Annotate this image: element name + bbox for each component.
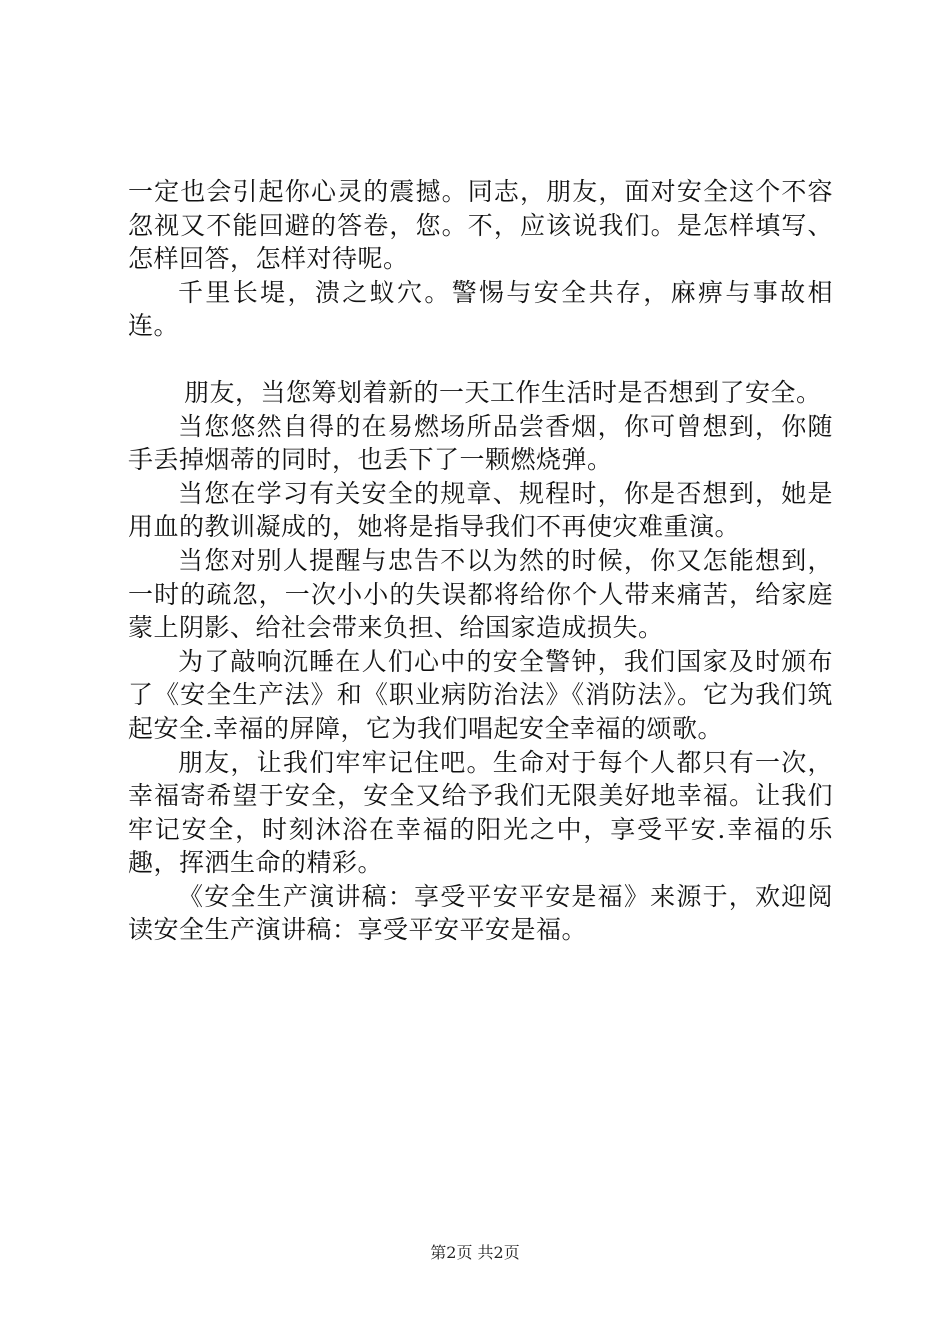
paragraph-2: 千里长堤，溃之蚁穴。警惕与安全共存，麻痹与事故相连。 (128, 277, 833, 341)
paragraph-5: 当您在学习有关安全的规章、规程时，你是否想到，她是用血的教训凝成的，她将是指导我们不再使灾难重演。 (128, 478, 833, 542)
paragraph-8: 朋友，让我们牢牢记住吧。生命对于每个人都只有一次，幸福寄希望于安全，安全又给予我们无限美好地幸福。让我们牢记安全，时刻沐浴在幸福的阳光之中，享受平安.幸福的乐趣，挥洒生命的精彩。 (128, 747, 833, 878)
paragraph-3: 朋友，当您筹划着新的一天工作生活时是否想到了安全。 (184, 377, 822, 407)
paragraph-4: 当您悠然自得的在易燃场所品尝香烟，你可曾想到，你随手丢掉烟蒂的同时，也丢下了一颗燃烧弹。 (128, 411, 833, 475)
paragraph-1: 一定也会引起你心灵的震撼。同志，朋友，面对安全这个不容忽视又不能回避的答卷，您。不，应该说我们。是怎样填写、怎样回答，怎样对待呢。 (128, 177, 833, 274)
paragraph-7: 为了敲响沉睡在人们心中的安全警钟，我们国家及时颁布了《安全生产法》和《职业病防治法》《消防法》。它为我们筑起安全.幸福的屏障，它为我们唱起安全幸福的颂歌。 (128, 646, 833, 743)
paragraph-9: 《安全生产演讲稿：享受平安平安是福》来源于，欢迎阅读安全生产演讲稿：享受平安平安是福。 (128, 881, 833, 945)
document-body (128, 175, 833, 947)
paragraph-gap (128, 343, 833, 376)
paragraph-6: 当您对别人提醒与忠告不以为然的时候，你又怎能想到，一时的疏忽，一次小小的失误都将给你个人带来痛苦，给家庭蒙上阴影、给社会带来负担、给国家造成损失。 (128, 545, 833, 643)
page-footer: 第2页 共2页 (430, 1243, 520, 1262)
